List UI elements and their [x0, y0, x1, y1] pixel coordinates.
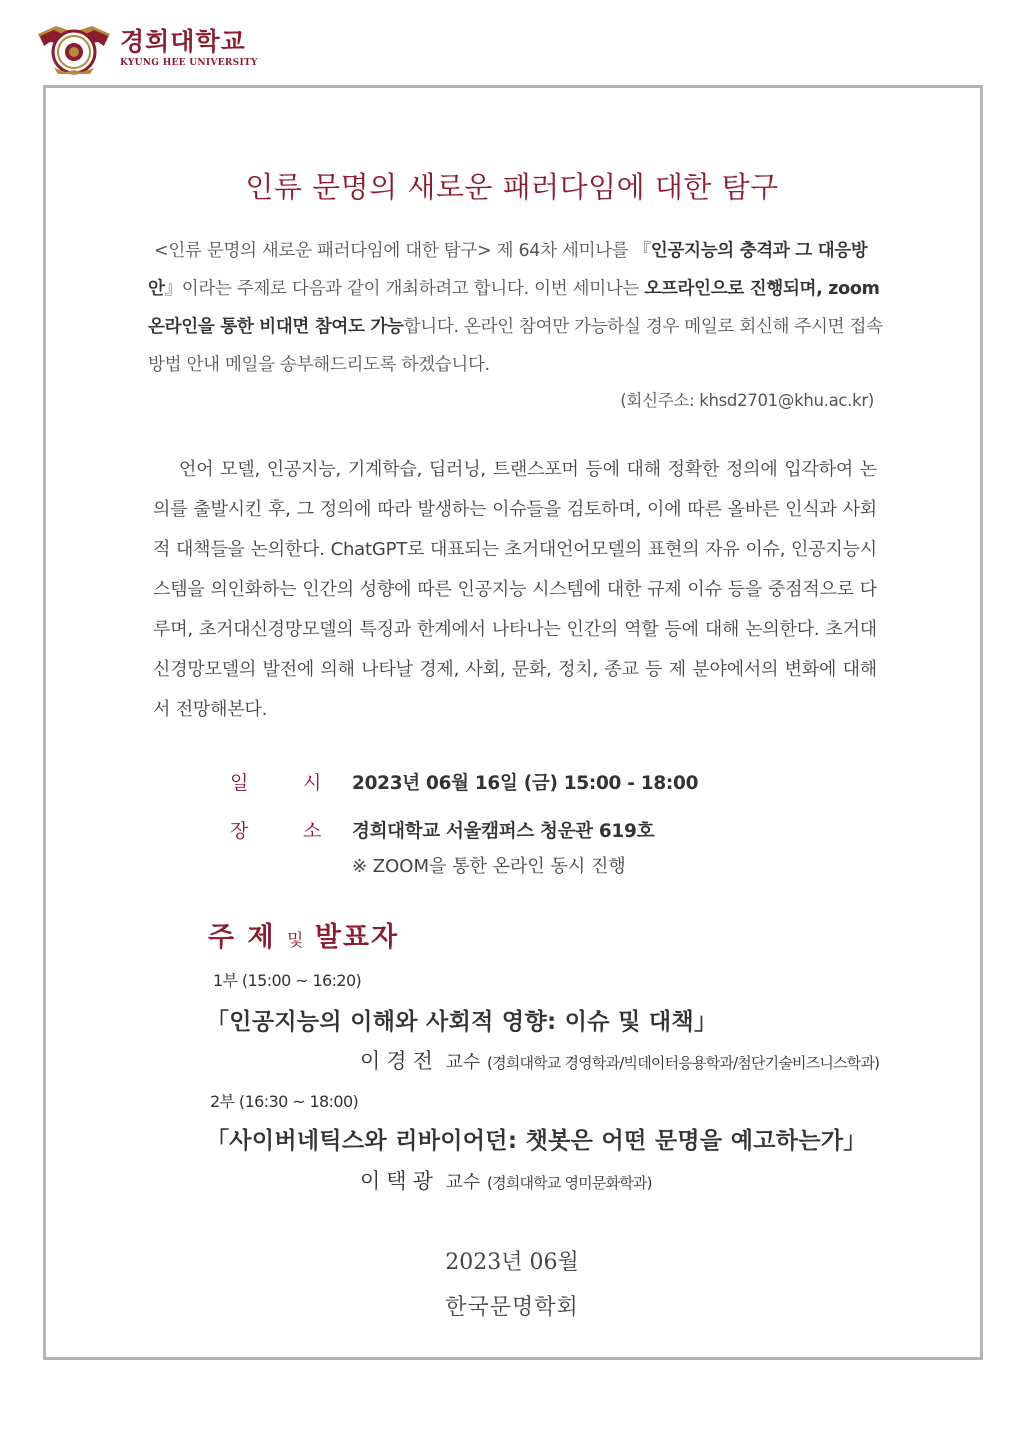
topics-heading — [208, 915, 399, 954]
description-paragraph: 언어 모델, 인공지능, 기계학습, 딥러닝, 트랜스포머 등에 대해 정확한 정의에 입각하여 논의를 출발시킨 후, 그 정의에 따라 발생하는 이슈들을 검토하며, 이에 따른 올바른 인식과 사회적 대책들을 논의한다. ChatGPT로 대표되는 초거대언어모델의 표현의 자유 이슈, 인공지능시스템을 의인화하는 인간의 성향에 따른 인공지능 시스템에 대한 규제 이슈 등을 중점적으로 다루며, 초거대신경망모델의 특징과 한계에서 나타나는 인간의 역할 등에 대해 논의한다. 초거대신경망모델의 발전에 의해 나타날 경제, 사회, 문화, 정치, 종교 등 제 분야에서의 변화에 대해서 전망해본다. — [153, 459, 877, 720]
intro-text-2: 』이라는 주제로 다음과 같이 개최하려고 합니다. 이번 세미나는 — [164, 279, 645, 299]
footer-date: 2023년 06월 — [445, 1250, 579, 1275]
seminar-theme: 인공지능의 충격과 그 대응방안 — [148, 241, 868, 299]
session-2-speaker-rank: 교수 — [445, 1172, 481, 1193]
university-name-korean: 경희대학교 — [120, 27, 246, 56]
date-value: 2023년 06월 16일 (금) 15:00 - 18:00 — [352, 773, 699, 794]
reply-address: (회신주소: khsd2701@khu.ac.kr) — [620, 391, 874, 410]
session-1-speaker-name: 이경전 — [360, 1049, 439, 1073]
date-label-1: 일 — [230, 772, 249, 794]
topics-heading-a: 주 제 — [208, 922, 276, 953]
university-name-english: KYUNG HEE UNIVERSITY — [120, 58, 258, 68]
topics-heading-b: 및 — [286, 931, 304, 951]
session-2-time: 2부 (16:30 ~ 18:00) — [210, 1092, 359, 1111]
intro-text-3: 합니다. 온라인 참여만 가능하실 경우 메일로 회신해 주시면 접속방법 안내 메일을 송부해드리도록 하겠습니다. — [148, 317, 883, 375]
place-value: 경희대학교 서울캠퍼스 청운관 619호 — [352, 821, 655, 842]
online-note: ※ ZOOM을 통한 온라인 동시 진행 — [352, 856, 626, 877]
place-label-2: 소 — [303, 820, 322, 842]
session-1-speaker-affiliation: (경희대학교 경영학과/빅데이터응용학과/첨단기술비즈니스학과) — [487, 1054, 880, 1072]
session-2-speaker-name: 이택광 — [360, 1169, 439, 1193]
offline-notice: 오프라인으로 진행되며, zoom 온라인을 통한 비대면 참여도 가능 — [148, 279, 880, 337]
session-2-talk-title: 「사이버네틱스와 리바이어던: 챗봇은 어떤 문명을 예고하는가」 — [206, 1128, 867, 1154]
session-1-speaker-rank: 교수 — [445, 1052, 481, 1073]
session-1-talk-title: 「인공지능의 이해와 사회적 영향: 이슈 및 대책」 — [206, 1009, 718, 1035]
page-title: 인류 문명의 새로운 패러다임에 대한 탐구 — [245, 170, 779, 204]
header — [36, 20, 258, 76]
date-label-2: 시 — [303, 772, 322, 794]
intro-text-1: <인류 문명의 새로운 패러다임에 대한 탐구> 제 64차 세미나를 『 — [154, 241, 651, 261]
topics-heading-c: 발표자 — [314, 922, 400, 953]
footer-organization: 한국문명학회 — [445, 1295, 579, 1320]
place-label-1: 장 — [230, 820, 249, 842]
session-2-speaker-affiliation: (경희대학교 영미문화학과) — [487, 1174, 652, 1192]
session-2-speaker — [360, 1165, 652, 1195]
university-seal-icon — [36, 20, 112, 76]
session-1-time: 1부 (15:00 ~ 16:20) — [213, 971, 362, 990]
intro-paragraph — [148, 232, 884, 384]
session-1-speaker — [360, 1045, 879, 1075]
